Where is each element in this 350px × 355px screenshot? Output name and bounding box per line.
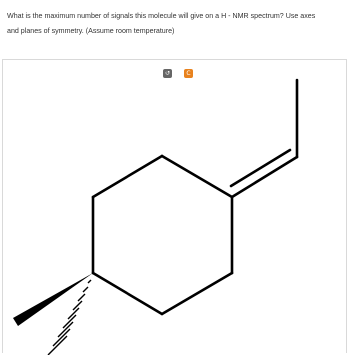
- ring-bond: [93, 273, 162, 314]
- ring-bond: [162, 273, 232, 314]
- question-line-1: What is the maximum number of signals this molecule will give on a H - NMR spectrum? Use axes: [7, 12, 316, 20]
- ring-bond: [93, 156, 162, 197]
- undo-icon: ↺: [164, 70, 171, 77]
- double-bond-outer: [232, 157, 297, 197]
- reset-icon: C: [186, 70, 191, 77]
- wedge-bond: [13, 273, 93, 326]
- question-line-2: and planes of symmetry. (Assume room temperature): [7, 27, 175, 35]
- hashed-bond: [48, 280, 91, 355]
- ring-bond: [162, 156, 232, 197]
